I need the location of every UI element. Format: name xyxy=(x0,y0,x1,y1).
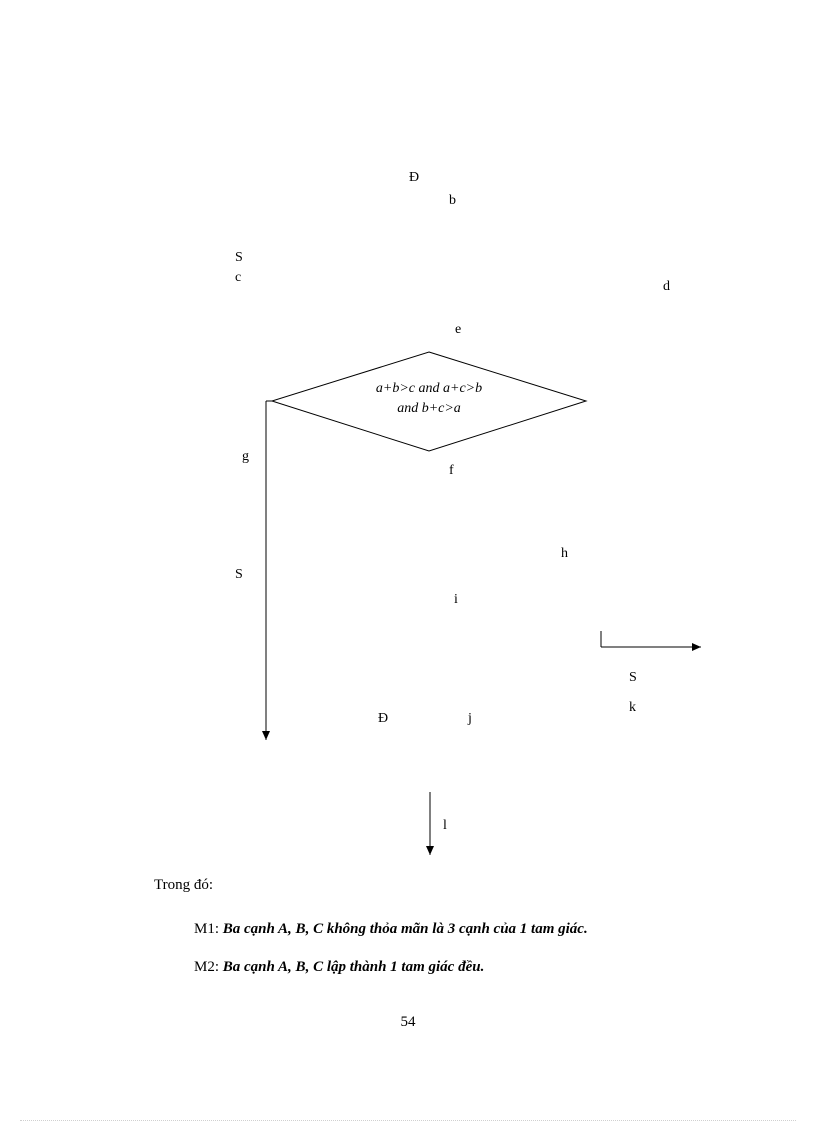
decision-condition xyxy=(340,379,518,419)
legend-item-m2 xyxy=(194,959,484,976)
label-bottom-yes: Đ xyxy=(378,711,389,726)
condition-line-2: and b+c>a xyxy=(397,401,461,416)
label-l: l xyxy=(443,818,447,833)
label-g: g xyxy=(242,449,249,464)
label-right-no: S xyxy=(629,670,637,685)
page-number: 54 xyxy=(400,1014,416,1030)
label-top-yes: Đ xyxy=(409,170,420,185)
label-b: b xyxy=(449,193,456,208)
label-j: j xyxy=(468,711,472,726)
label-d: d xyxy=(663,279,670,294)
condition-line-1: a+b>c and a+c>b xyxy=(375,381,483,396)
legend-item-m1 xyxy=(194,921,588,938)
label-c: c xyxy=(235,270,242,285)
label-left-no-upper: S xyxy=(235,250,243,265)
label-h: h xyxy=(561,546,568,561)
legend-text: Ba cạnh A, B, C lập thành 1 tam giác đều. xyxy=(222,959,485,975)
label-f: f xyxy=(449,463,454,478)
legend-code: M1: xyxy=(194,921,220,937)
legend-intro: Trong đó: xyxy=(154,877,214,893)
footer-divider xyxy=(20,1120,796,1121)
label-left-no-lower: S xyxy=(235,567,243,582)
legend-text: Ba cạnh A, B, C không thỏa mãn là 3 cạnh của 1 tam giác. xyxy=(222,921,588,937)
label-k: k xyxy=(629,700,636,715)
label-e: e xyxy=(455,322,462,337)
label-i: i xyxy=(454,592,458,607)
legend-code: M2: xyxy=(194,959,220,975)
